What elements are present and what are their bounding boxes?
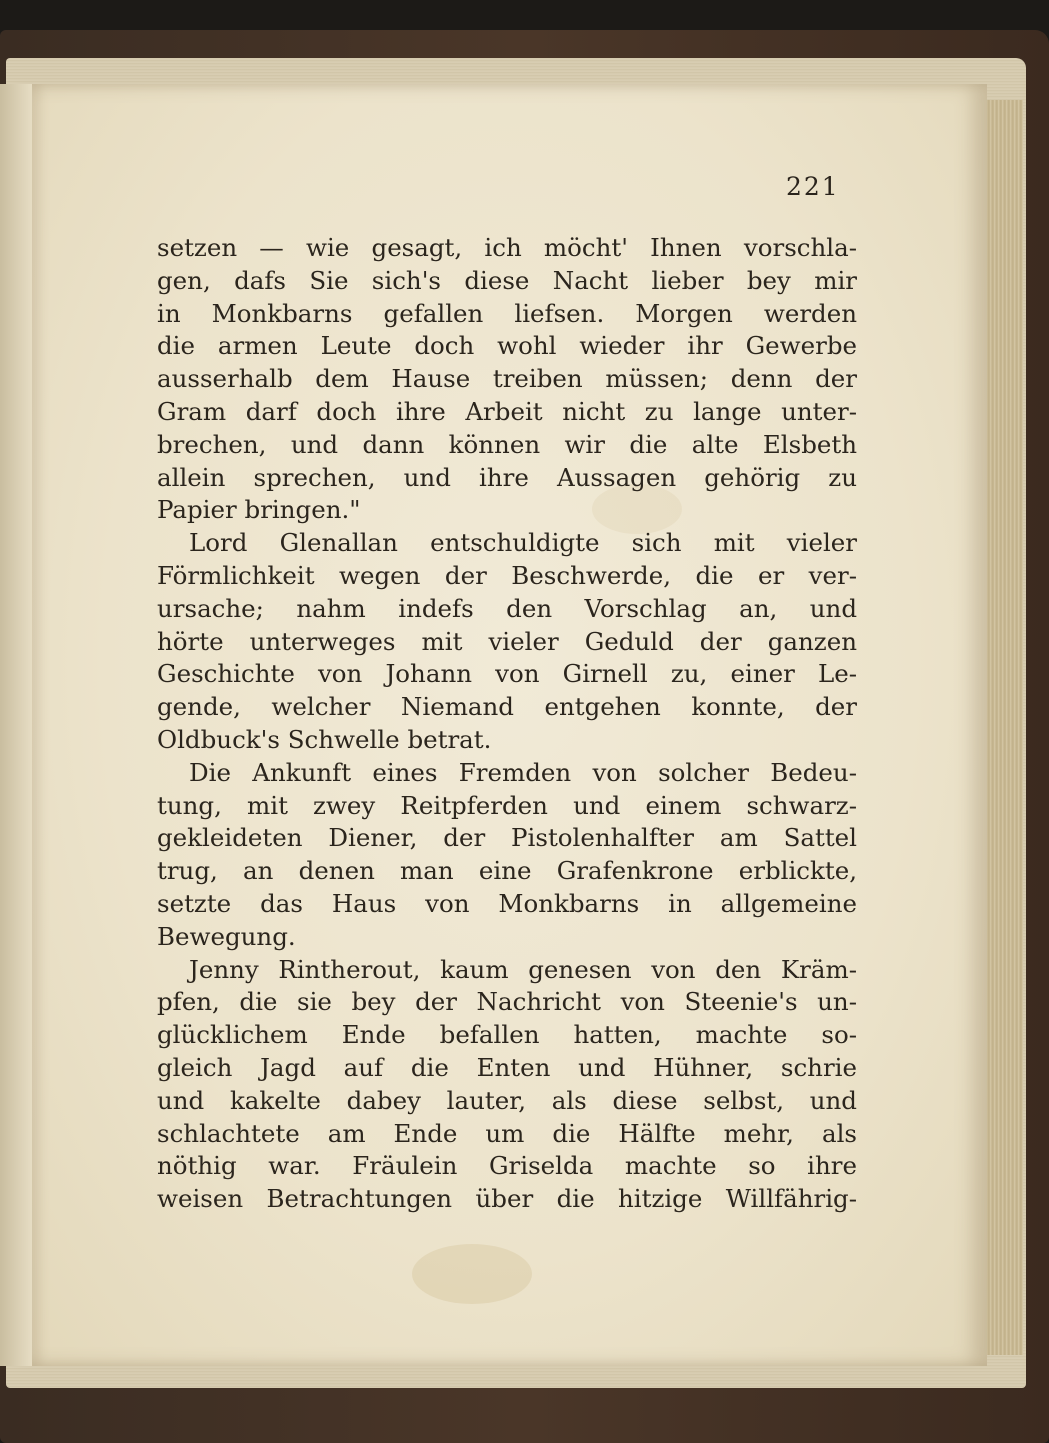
text-line: weisen Betrachtungen über die hitzige Willfährig-	[157, 1184, 857, 1214]
text-line: brechen, und dann können wir die alte Elsbeth	[157, 429, 857, 459]
left-page-edge	[0, 84, 34, 1366]
text-line: ursache; nahm indefs den Vorschlag an, und	[157, 593, 857, 623]
text-line: tung, mit zwey Reitpferden und einem schwarz-	[157, 790, 857, 820]
text-line: ausserhalb dem Hause treiben müssen; denn der	[157, 364, 857, 394]
text-line: Die Ankunft eines Fremden von solcher Bedeu-	[189, 757, 857, 787]
text-line: pfen, die sie bey der Nachricht von Steenie's un-	[157, 987, 857, 1017]
text-line: setzen — wie gesagt, ich möcht' Ihnen vorschla-	[157, 233, 857, 262]
text-line: Oldbuck's Schwelle betrat.	[157, 724, 492, 754]
text-line: Geschichte von Johann von Girnell zu, einer Le-	[157, 659, 857, 689]
right-page-edges	[987, 100, 1023, 1355]
text-line: gen, dafs Sie sich's diese Nacht lieber bey mir	[157, 265, 857, 295]
page-stain	[412, 1244, 532, 1304]
text-line: gleich Jagd auf die Enten und Hühner, schrie	[157, 1052, 857, 1082]
text-line: Jenny Rintherout, kaum genesen von den Kräm-	[189, 954, 857, 984]
text-line: schlachtete am Ende um die Hälfte mehr, als	[157, 1118, 857, 1148]
page-number: 221	[786, 172, 840, 201]
page-text	[157, 232, 857, 1216]
text-line: glücklichem Ende befallen hatten, machte so-	[157, 1020, 857, 1050]
text-line: hörte unterweges mit vieler Geduld der ganzen	[157, 626, 857, 656]
text-line: in Monkbarns gefallen liefsen. Morgen werden	[157, 298, 857, 328]
text-line: Lord Glenallan entschuldigte sich mit vieler	[189, 528, 857, 558]
text-line: gekleideten Diener, der Pistolenhalfter am Sattel	[157, 823, 857, 853]
text-line: Gram darf doch ihre Arbeit nicht zu lange unter-	[157, 396, 857, 426]
text-line: Bewegung.	[157, 921, 296, 951]
text-line: und kakelte dabey lauter, als diese selbst, und	[157, 1085, 857, 1115]
text-line: allein sprechen, und ihre Aussagen gehörig zu	[157, 462, 857, 492]
text-line: Förmlichkeit wegen der Beschwerde, die er ver-	[157, 560, 857, 590]
text-line: trug, an denen man eine Grafenkrone erblickte,	[157, 856, 857, 886]
text-line: nöthig war. Fräulein Griselda machte so ihre	[157, 1151, 857, 1181]
text-line: gende, welcher Niemand entgehen konnte, der	[157, 692, 857, 722]
text-line: die armen Leute doch wohl wieder ihr Gewerbe	[157, 331, 857, 361]
text-line: setzte das Haus von Monkbarns in allgemeine	[157, 888, 857, 918]
text-line: Papier bringen."	[157, 495, 361, 525]
